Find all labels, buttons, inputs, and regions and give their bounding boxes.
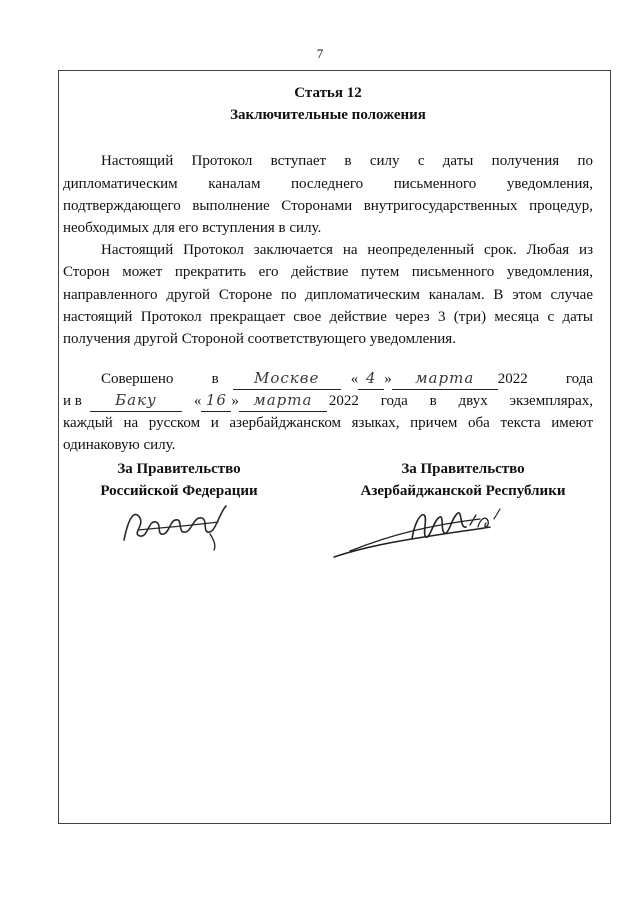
done-clause-line-1 (63, 368, 593, 390)
article-title: Статья 12 (294, 85, 362, 101)
place-2-blank (90, 393, 182, 412)
month-1-blank (392, 371, 498, 390)
done-word: Совершено (101, 371, 174, 388)
article-heading: Заключительные положения (230, 107, 426, 124)
signatory-russia-line-1: За Правительство (117, 461, 241, 477)
signature-russia (118, 500, 238, 552)
signature-azerbaijan (330, 505, 530, 565)
and-in-words: и в (63, 393, 82, 410)
paragraph-entry-into-force: Настоящий Протокол вступает в силу с даты получения по дипломатическим каналам последнего письменного уведомления, подтверждающего выполнение Сторонами внутригосударственных процедур, необходимых для его вступления в силу. (63, 153, 593, 237)
signatory-russia-line-2: Российской Федерации (100, 483, 258, 499)
day-1-blank (358, 371, 384, 390)
quote-close-2: » (231, 393, 239, 410)
day-2-blank (201, 393, 231, 412)
year-word-1: года (565, 371, 594, 388)
quote-close-1: » (384, 371, 392, 388)
paragraph-termination: Настоящий Протокол заключается на неопределенный срок. Любая из Сторон может прекратить его действие путем письменного уведомления, направленного другой Стороне по дипломатическим каналам. В этом случае настоящий Протокол прекращает свое действие через 3 (три) месяца с даты получения другой Стороной соответствующего уведомления. (63, 242, 593, 348)
page-number: 7 (316, 46, 324, 61)
signatory-azerbaijan (333, 458, 593, 502)
day-2-handwritten: 16 (205, 391, 227, 410)
done-clause-line-3: каждый на русском и азербайджанском языках, причем оба текста имеют (63, 415, 593, 432)
document-body (63, 82, 593, 457)
place-1-handwritten: Москве (254, 369, 320, 388)
month-1-handwritten: марта (415, 369, 475, 388)
place-1-blank (233, 371, 341, 390)
day-1-handwritten: 4 (365, 369, 377, 388)
year-1: 2022 (497, 371, 528, 388)
quote-open-2: « (193, 393, 202, 410)
quote-open-1: « (350, 371, 359, 388)
signatory-azerbaijan-line-1: За Правительство (401, 461, 525, 477)
month-2-handwritten: марта (253, 391, 313, 410)
done-clause-line-4: одинаковую силу. (63, 437, 176, 454)
signatory-azerbaijan-line-2: Азербайджанской Республики (360, 483, 566, 499)
signatory-russia (49, 458, 309, 502)
place-2-handwritten: Баку (115, 391, 157, 410)
done-clause-line-2 (63, 390, 593, 412)
in-word: в (211, 371, 219, 388)
month-2-blank (239, 393, 327, 412)
done-clause-rest: 2022 года в двух экземплярах, (328, 393, 593, 410)
